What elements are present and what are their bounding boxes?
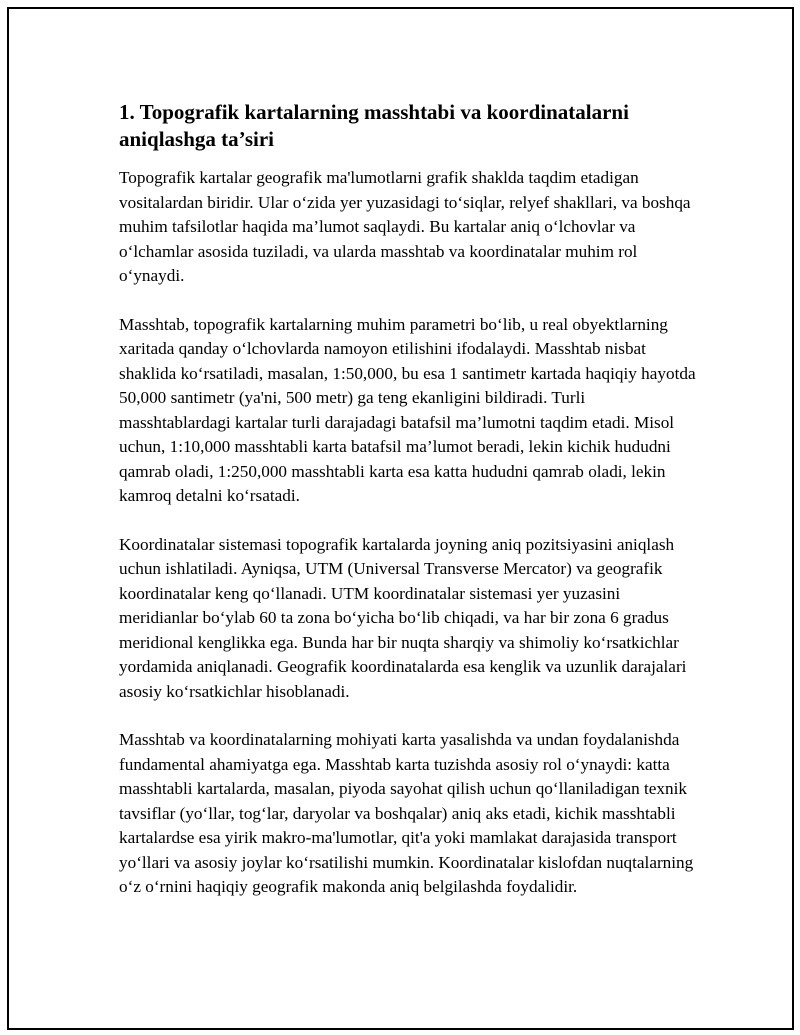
paragraph-intro: Topografik kartalar geografik ma'lumotlarni grafik shaklda taqdim etadigan vositalardan biridir. Ular o‘zida yer yuzasidagi to‘siqlar, relyef shakllari, va boshqa muhim tafsilotlar haqida ma’lumot saqlaydi. Bu kartalar aniq o‘lchovlar va o‘lchamlar asosida tuziladi, va ularda masshtab va koordinatalar muhim rol o‘ynaydi. xyxy=(119,168,691,285)
page-frame xyxy=(7,7,794,1030)
paragraph-importance: Masshtab va koordinatalarning mohiyati karta yasalishda va undan foydalanishda fundamental ahamiyatga ega. Masshtab karta tuzishda asosiy rol o‘ynaydi: katta masshtabli kartalarda, masalan, piyoda sayohat qilish uchun qo‘llaniladigan texnik tavsiflar (yo‘llar, tog‘lar, daryolar va boshqalar) aniq aks etadi, kichik masshtabli kartalardse esa yirik makro-ma'lumotlar, qit'a yoki mamlakat darajasida transport yo‘llari va asosiy joylar ko‘rsatilishi mumkin. Koordinatalar kislofdan nuqtalarning o‘z o‘rnini haqiqiy geografik makonda aniq belgilashda foydalidir. xyxy=(119,730,694,896)
paragraph-coordinates: Koordinatalar sistemasi topografik kartalarda joyning aniq pozitsiyasini aniqlash uchun ishlatiladi. Ayniqsa, UTM (Universal Transverse Mercator) va geografik koordinatalar keng qo‘llanadi. UTM koordinatalar sistemasi yer yuzasini meridianlar bo‘ylab 60 ta zona bo‘yicha bo‘lib chiqadi, va har bir zona 6 gradus meridional kenglikka ega. Bunda har bir nuqta sharqiy va shimoliy ko‘rsatkichlar yordamida aniqlanadi. Geografik koordinatalarda esa kenglik va uzunlik darajalari asosiy ko‘rsatkichlar hisoblanadi. xyxy=(119,534,687,701)
document-body xyxy=(119,99,699,924)
section-heading: 1. Topografik kartalarning masshtabi va koordinatalarni aniqlashga ta’siri xyxy=(119,100,629,151)
paragraph-scale: Masshtab, topografik kartalarning muhim parametri bo‘lib, u real obyektlarning xaritada qanday o‘lchovlarda namoyon etilishini ifodalaydi. Masshtab nisbat shaklida ko‘rsatiladi, masalan, 1:50,000, bu esa 1 santimetr kartada haqiqiy hayotda 50,000 santimetr (ya'ni, 500 metr) ga teng ekanligini bildiradi. Turli masshtablardagi kartalar turli darajadagi batafsil ma’lumotni taqdim etadi. Misol uchun, 1:10,000 masshtabli karta batafsil ma’lumot beradi, lekin kichik hududni qamrab oladi, 1:250,000 masshtabli karta esa katta hududni qamrab oladi, lekin kamroq detalni ko‘rsatadi. xyxy=(119,314,696,505)
